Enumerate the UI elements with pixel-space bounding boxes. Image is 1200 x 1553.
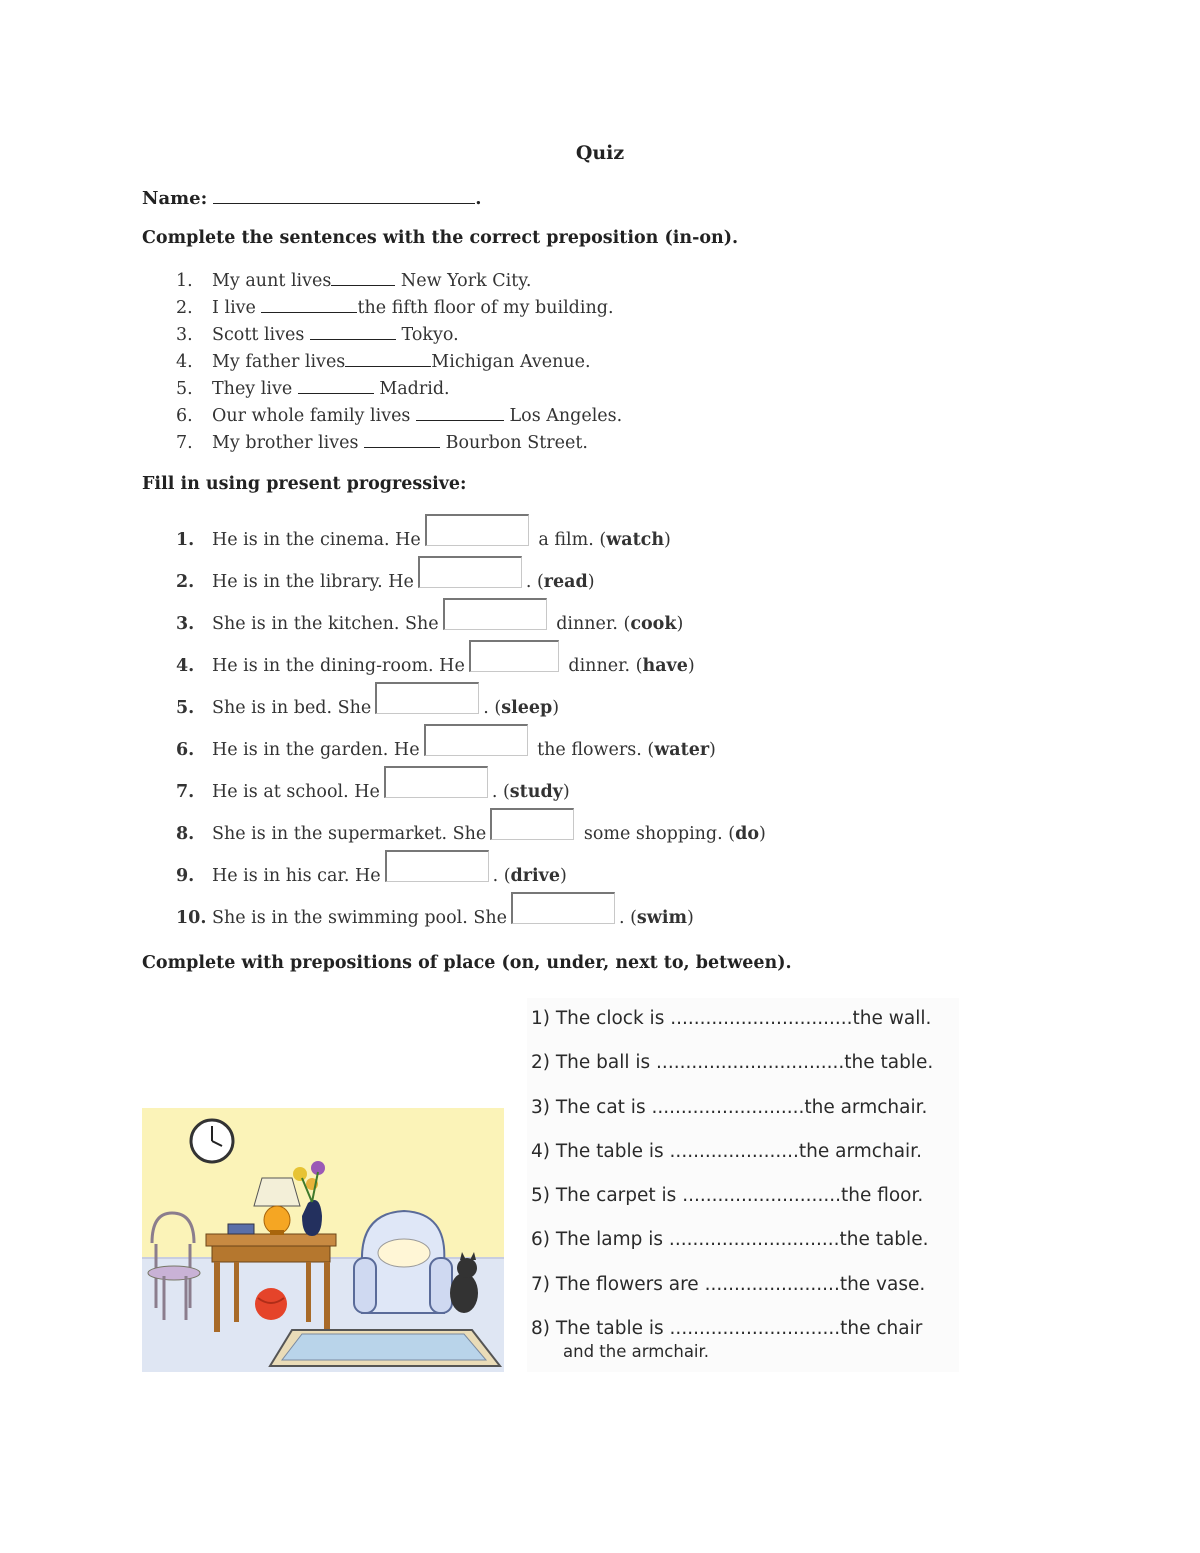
answer-box[interactable] (425, 514, 529, 546)
name-end: . (475, 188, 482, 209)
place-prepositions-exercise (527, 998, 959, 1372)
exercise-line: 3) The cat is ..........................the armchair. (531, 1097, 928, 1118)
preposition-list (142, 268, 622, 457)
list-item: 5. They live Madrid. (142, 376, 622, 403)
answer-box[interactable] (490, 808, 574, 840)
exercise-line: 2) The ball is ................................the table. (531, 1052, 934, 1073)
carpet-icon (270, 1330, 500, 1366)
name-line (142, 185, 482, 209)
exercise-line: 6) The lamp is .............................the table. (531, 1229, 929, 1250)
clock-icon (191, 1120, 233, 1162)
exercise-line: 5) The carpet is ...........................the floor. (531, 1185, 924, 1206)
room-scene-image (142, 1108, 504, 1372)
room-illustration (142, 1108, 504, 1372)
exercise-line: 1) The clock is ...............................the wall. (531, 1008, 932, 1029)
section1-heading: Complete the sentences with the correct preposition (in-on). (142, 228, 739, 248)
exercise-line: 8) The table is .............................the chair (531, 1318, 923, 1339)
answer-blank[interactable] (310, 322, 396, 340)
list-item: 1. My aunt lives New York City. (142, 268, 622, 295)
answer-blank[interactable] (345, 349, 431, 367)
section3-heading: Complete with prepositions of place (on, under, next to, between). (142, 953, 792, 973)
answer-box[interactable] (424, 724, 528, 756)
answer-blank[interactable] (364, 430, 440, 448)
quiz-title: Quiz (575, 142, 625, 164)
answer-box[interactable] (469, 640, 559, 672)
answer-box[interactable] (375, 682, 479, 714)
answer-blank[interactable] (298, 376, 374, 394)
answer-box[interactable] (385, 850, 489, 882)
exercise-line-continued: and the armchair. (563, 1342, 710, 1361)
list-item: 7. My brother lives Bourbon Street. (142, 430, 622, 457)
name-field[interactable] (213, 185, 475, 204)
list-item: 2. I live the fifth floor of my building. (142, 295, 622, 322)
answer-blank[interactable] (416, 403, 504, 421)
answer-box[interactable] (418, 556, 522, 588)
answer-box[interactable] (443, 598, 547, 630)
list-item: 3. Scott lives Tokyo. (142, 322, 622, 349)
exercise-line: 4) The table is ......................the armchair. (531, 1141, 922, 1162)
list-item: 4. My father lives Michigan Avenue. (142, 349, 622, 376)
name-label: Name: (142, 188, 208, 209)
ball-icon (255, 1288, 287, 1320)
answer-box[interactable] (384, 766, 488, 798)
list-item: 6. Our whole family lives Los Angeles. (142, 403, 622, 430)
answer-blank[interactable] (261, 295, 357, 313)
answer-box[interactable] (511, 892, 615, 924)
section2-heading: Fill in using present progressive: (142, 474, 467, 494)
answer-blank[interactable] (331, 268, 395, 286)
exercise-line: 7) The flowers are .......................the vase. (531, 1274, 926, 1295)
